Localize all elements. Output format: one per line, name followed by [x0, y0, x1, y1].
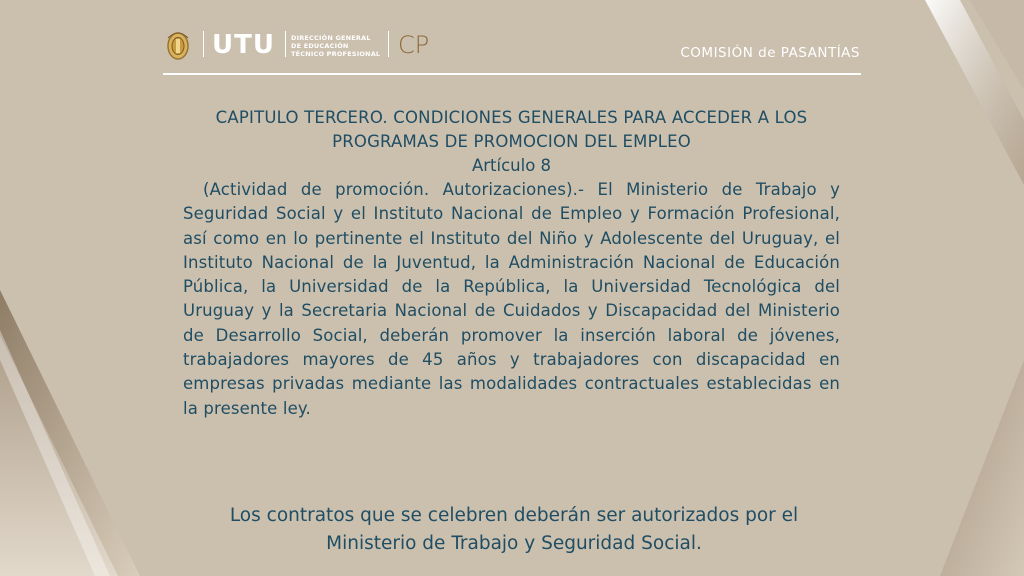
org-name [291, 34, 380, 58]
article-content [183, 106, 840, 421]
article-body: (Actividad de promoción. Autorizaciones).- El Ministerio de Trabajo y Seguridad Social y el Instituto Nacional de Empleo y Formación Profesional, así como en lo pertinente el Instituto del Niño y Adolescente del Uruguay, el Instituto Nacional de la Juventud, la Administración Nacional de Educación Pública, la Universidad de la República, la Universidad Tecnológica del Uruguay y la Secretaria Nacional de Cuidados y Discapacidad del Ministerio de Desarrollo Social, deberán promover la inserción laboral de jóvenes, trabajadores mayores de 45 años y trabajadores con discapacidad en empresas privadas mediante las modalidades contractuales establecidas en la presente ley. [183, 180, 840, 418]
article-number: Artículo 8 [471, 156, 552, 175]
org-line: DE EDUCACIÓN [291, 42, 349, 50]
logo-divider-2 [285, 31, 286, 57]
org-line: TÉCNICO PROFESIONAL [291, 50, 381, 58]
bottom-right-angle [940, 360, 1024, 576]
header-divider-line [163, 73, 861, 75]
chapter-title: CAPITULO TERCERO. CONDICIONES GENERALES PARA ACCEDER A LOS PROGRAMAS DE PROMOCION DEL EMPLEO [215, 108, 808, 151]
logo-divider [203, 31, 204, 57]
header-bar [0, 0, 1024, 80]
utu-brand: UTU [212, 30, 275, 60]
org-line: DIRECCIÓN GENERAL [291, 34, 371, 42]
closing-statement: Los contratos que se celebren deberán ser autorizados por el Ministerio de Trabajo y Seguridad Social. [229, 505, 799, 554]
commission-title: COMISIÓN de PASANTÍAS [680, 45, 860, 61]
utu-seal-icon [165, 30, 191, 62]
logo-divider-3 [388, 31, 389, 57]
cp-logo: CP [398, 31, 430, 59]
